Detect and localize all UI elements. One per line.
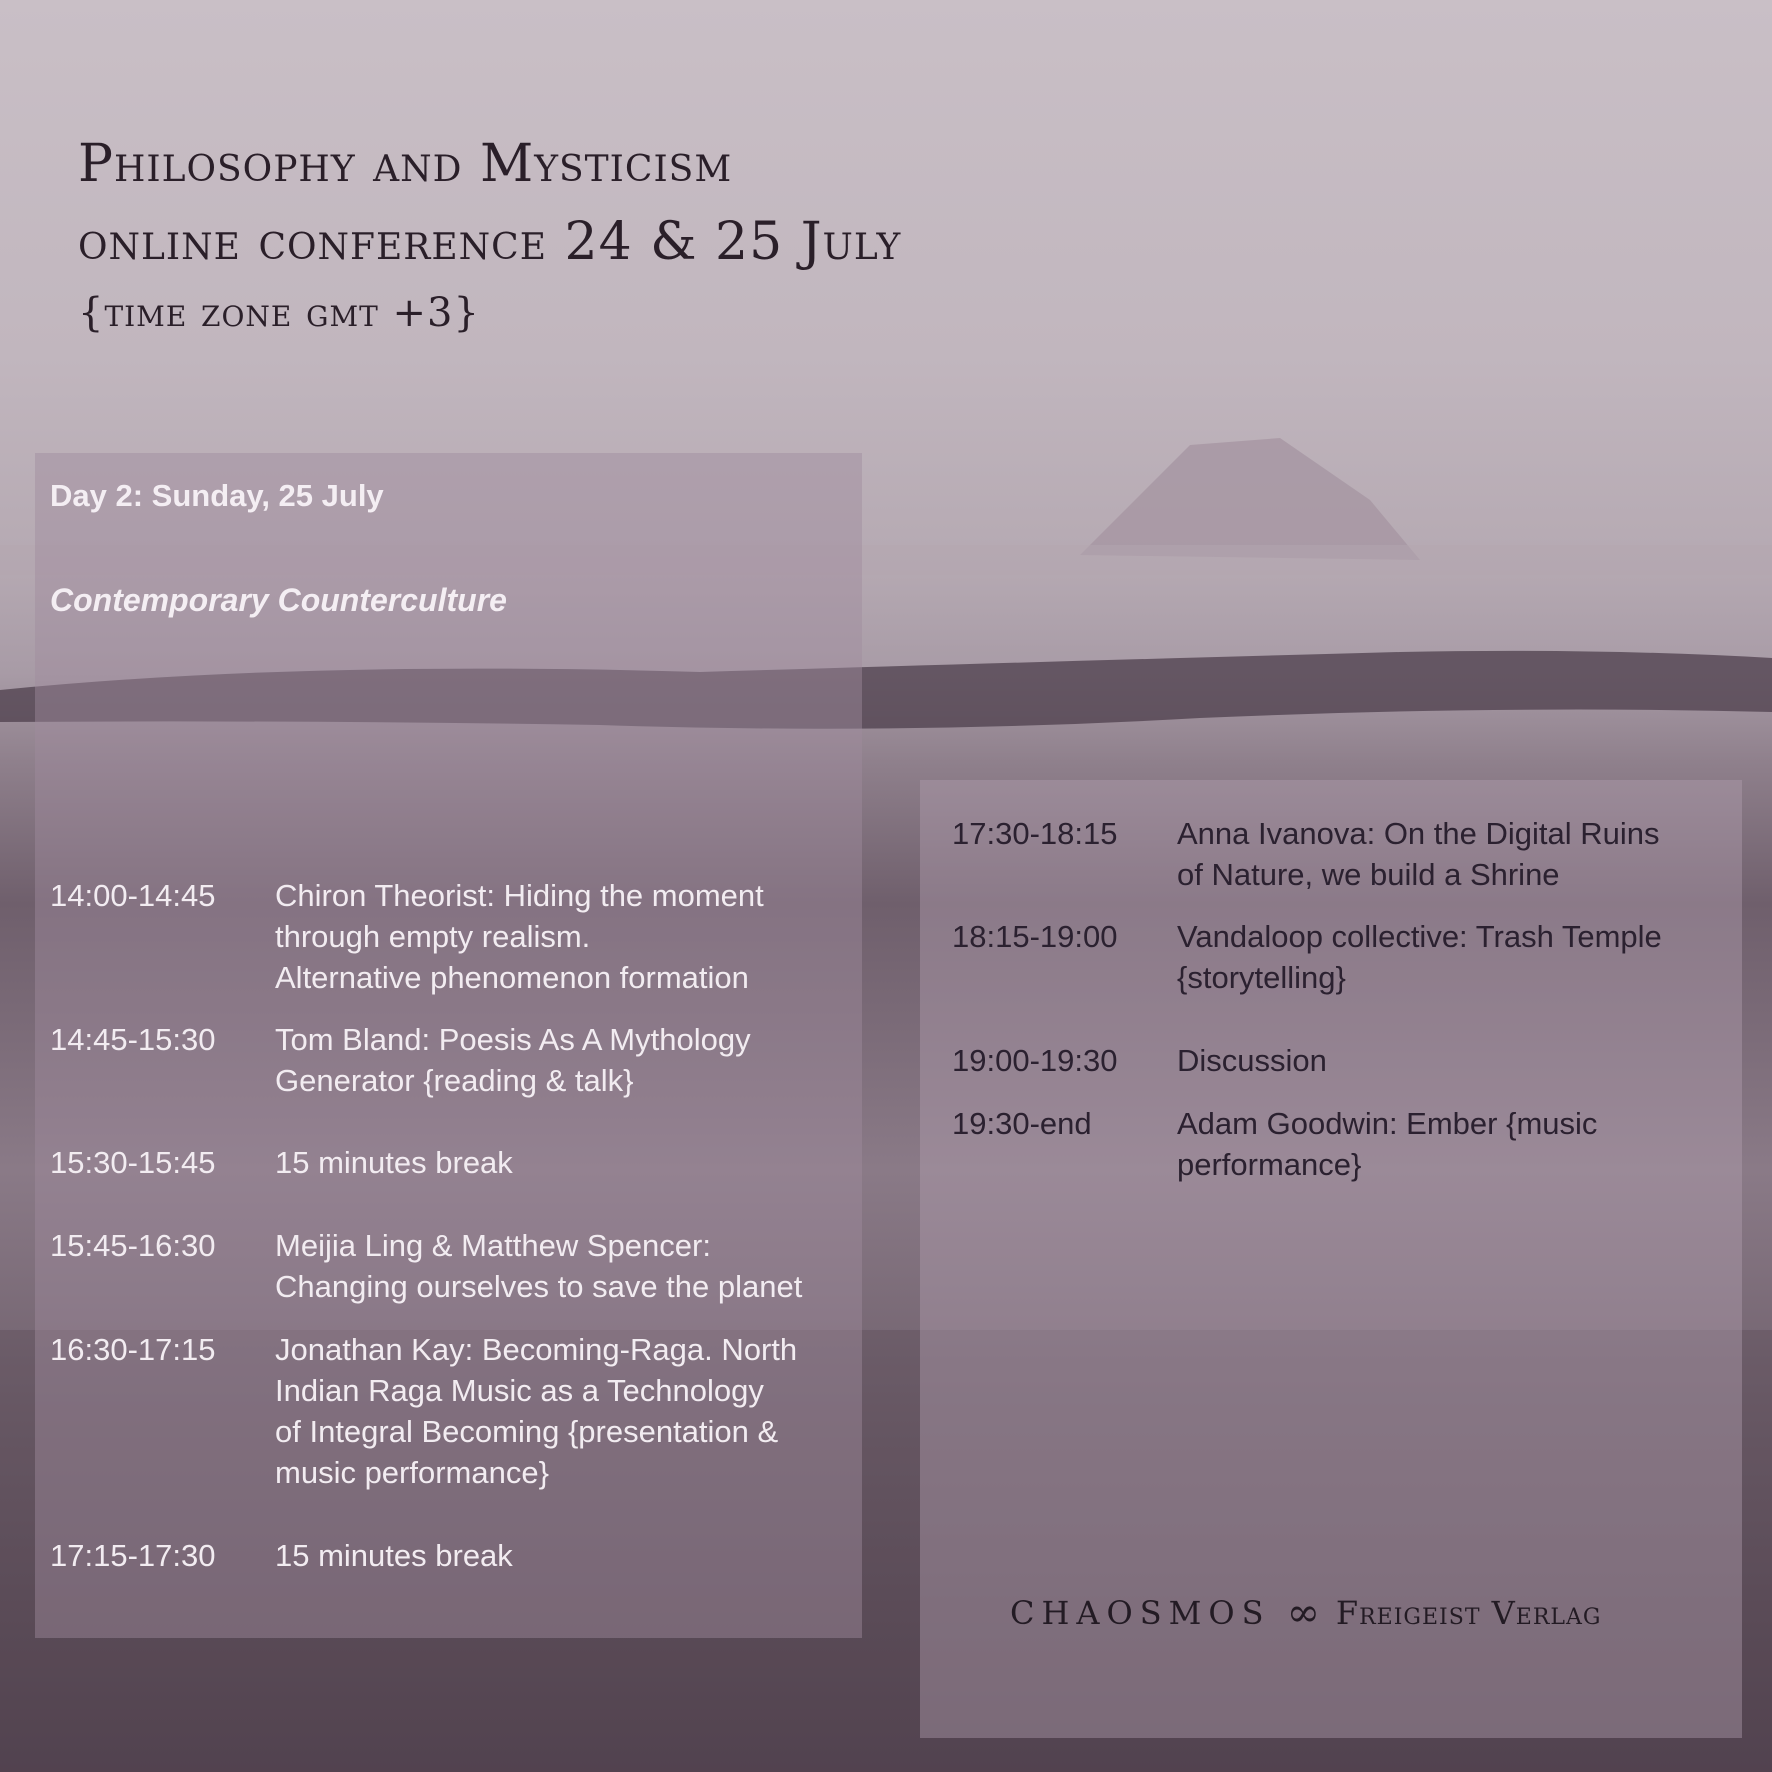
session-title-line: 15 minutes break <box>275 1145 513 1180</box>
page-title <box>78 125 901 343</box>
logo-publisher: Freigeist Verlag <box>1335 1594 1602 1632</box>
session-title-line: Adam Goodwin: Ember {music <box>1177 1106 1598 1141</box>
session-title-line: Chiron Theorist: Hiding the moment <box>275 878 764 913</box>
session-time: 19:30-end <box>952 1106 1092 1141</box>
session-title-line: {storytelling} <box>1177 960 1346 995</box>
session-title-line: Jonathan Kay: Becoming-Raga. North <box>275 1332 798 1367</box>
session-title-line: Indian Raga Music as a Technology <box>275 1373 764 1408</box>
session-title-line: through empty realism. <box>275 919 591 954</box>
session-time: 16:30-17:15 <box>50 1332 216 1367</box>
infinity-icon: ∞ <box>1286 1590 1320 1636</box>
session-time: 15:45-16:30 <box>50 1228 216 1263</box>
session-time: 14:45-15:30 <box>50 1022 216 1057</box>
session-time: 17:15-17:30 <box>50 1538 216 1573</box>
session-time: 17:30-18:15 <box>952 816 1118 851</box>
section-title: Contemporary Counterculture <box>50 582 507 618</box>
session-time: 18:15-19:00 <box>952 919 1118 954</box>
session-title-line: Alternative phenomenon formation <box>275 960 749 995</box>
publisher-logo <box>1010 1590 1601 1636</box>
session-title-line: performance} <box>1177 1147 1362 1182</box>
session-title-line: of Integral Becoming {presentation & <box>275 1414 779 1449</box>
day-heading: Day 2: Sunday, 25 July <box>50 478 384 513</box>
session-title-line: Changing ourselves to save the planet <box>275 1269 803 1304</box>
session-title-line: Vandaloop collective: Trash Temple <box>1177 919 1662 954</box>
session-title-line: Anna Ivanova: On the Digital Ruins <box>1177 816 1660 851</box>
session-title-line: Meijia Ling & Matthew Spencer: <box>275 1228 711 1263</box>
timezone-note: {time zone gmt +3} <box>78 290 480 336</box>
title-line-2: online conference 24 & 25 July <box>78 212 902 272</box>
session-title-line: music performance} <box>275 1455 549 1490</box>
session-time: 14:00-14:45 <box>50 878 216 913</box>
session-title-line: of Nature, we build a Shrine <box>1177 857 1560 892</box>
session-title-line: Generator {reading & talk} <box>275 1063 634 1098</box>
session-time: 15:30-15:45 <box>50 1145 216 1180</box>
logo-brand: CHAOSMOS <box>1010 1594 1271 1632</box>
session-title-line: 15 minutes break <box>275 1538 513 1573</box>
mountain-silhouette <box>1080 438 1420 560</box>
session-title-line: Tom Bland: Poesis As A Mythology <box>275 1022 751 1057</box>
title-line-1: Philosophy and Mysticism <box>78 134 733 194</box>
session-title-line: Discussion <box>1177 1043 1327 1078</box>
session-time: 19:00-19:30 <box>952 1043 1118 1078</box>
